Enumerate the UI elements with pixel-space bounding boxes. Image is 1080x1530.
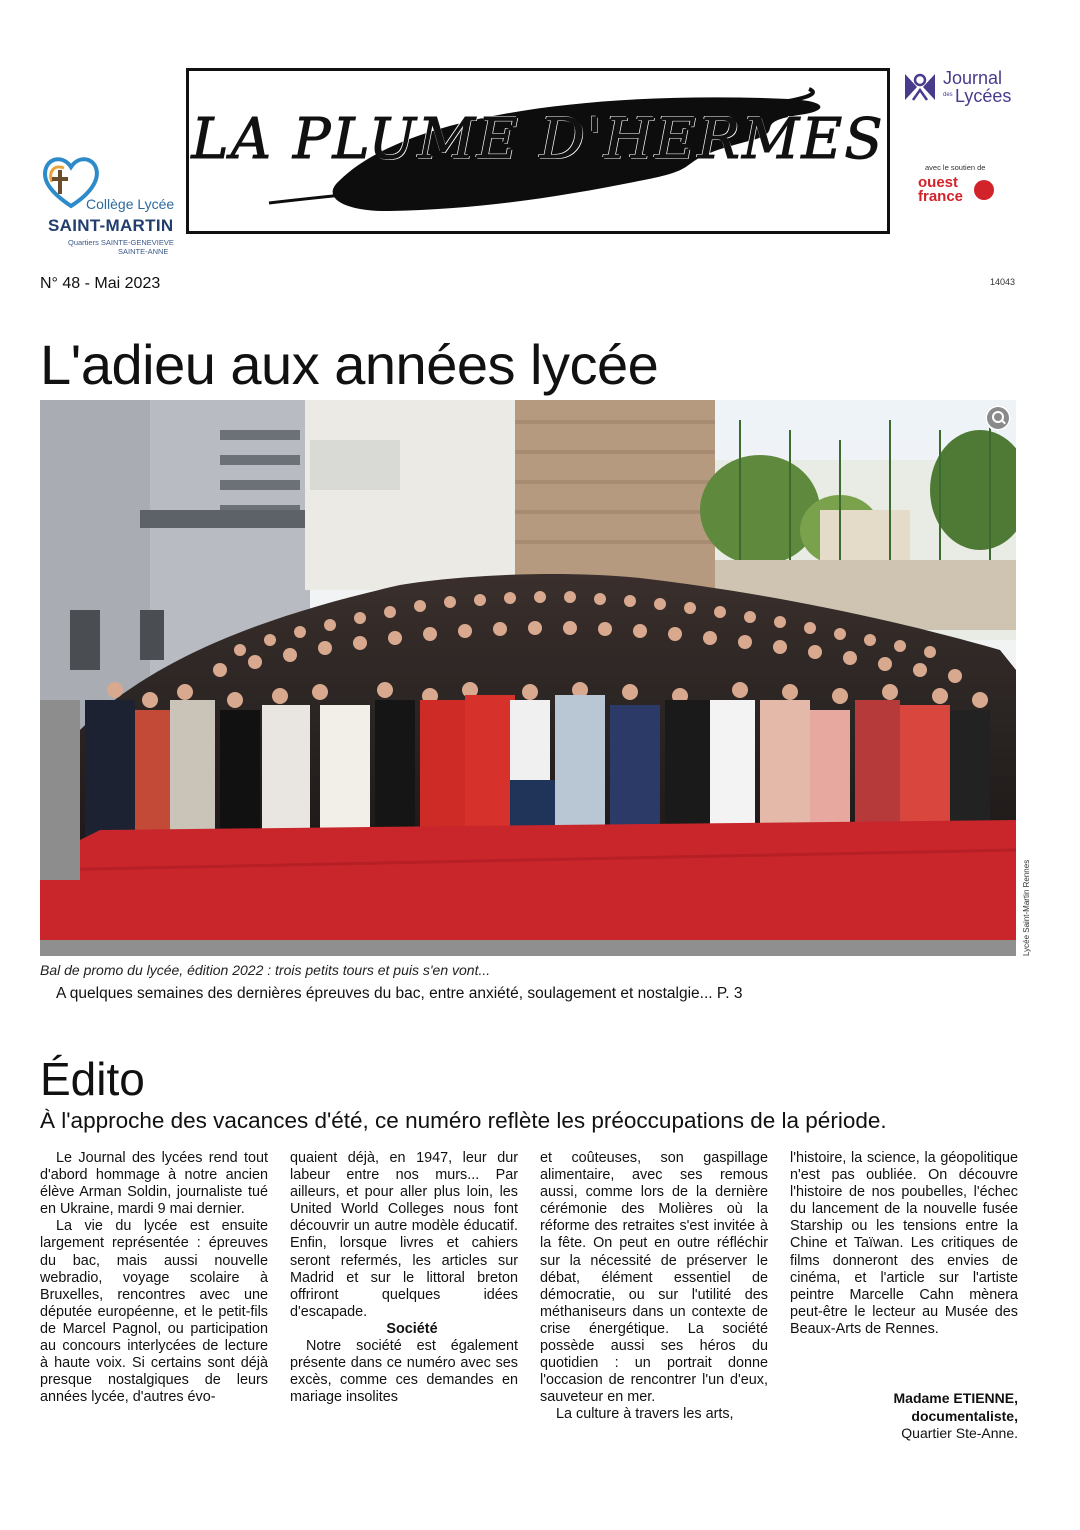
edito-paragraph: Notre société est également présente dans ce numéro avec ses excès, comme ces demandes en mariage insolites bbox=[290, 1338, 518, 1406]
photo-caption: Bal de promo du lycée, édition 2022 : trois petits tours et puis s'en vont... bbox=[40, 962, 491, 978]
edito-paragraph: Le Journal des lycées rend tout d'abord hommage à notre ancien élève Arman Soldin, journaliste tué en Ukraine, mardi 9 mai dernier. bbox=[40, 1150, 268, 1218]
journal-des-lycees-logo bbox=[903, 68, 1018, 108]
ouest-france-line1: ouest bbox=[918, 174, 959, 191]
main-headline: L'adieu aux années lycée bbox=[40, 333, 659, 396]
prom-group-photo bbox=[40, 400, 1016, 956]
masthead-title: LA PLUME D'HERMES bbox=[191, 107, 885, 172]
edito-paragraph: La vie du lycée est ensuite largement représentée : épreuves du bac, mais aussi nouvelle webradio, voyage scolaire à Bruxelles, rencontres avec une députée européenne, et le petit-fils de Marcel Pagnol, ou participation au concours interlycées de lecture à haute voix. Si certains sont déjà presque nostalgiques de leurs années lycée, d'autres évo- bbox=[40, 1218, 268, 1406]
edito-paragraph: quaient déjà, en 1947, leur dur labeur entre nos murs... Par ailleurs, et pour aller plus loin, les United World Colleges nous font découvrir un autre modèle éducatif. Enfin, lorsque livres et cahiers seront refermés, les articles sur Madrid et sur le littoral breton offriront quelques idées d'escapade. bbox=[290, 1150, 518, 1320]
page-code: 14043 bbox=[990, 277, 1016, 287]
signature-place: Quartier Ste-Anne. bbox=[901, 1425, 1018, 1441]
zoom-icon[interactable] bbox=[985, 405, 1011, 431]
photo-illustration bbox=[40, 400, 1016, 956]
ouest-france-logo bbox=[918, 176, 998, 206]
ouest-france-line2: france bbox=[918, 188, 964, 205]
signature-role: documentaliste, bbox=[911, 1407, 1018, 1424]
edito-column-4 bbox=[790, 1150, 1018, 1338]
issue-number: N° 48 - Mai 2023 bbox=[40, 275, 161, 292]
edito-paragraph: et coûteuses, son gaspillage alimentaire, avec ses remous aussi, comme lors de la dernière cérémonie des Molières où la réforme des retraites s'est invitée à la fête. On peut en outre réfléchir sur la nécessité de préserver le débat, élément essentiel de démocratie, ou sur l'utilité des méthaniseurs dans un contexte de crise énergétique. La société possède aussi ses héros du quotidien : un portrait donne l'occasion de rencontrer l'un d'eux, sauveteur en mer. bbox=[540, 1150, 768, 1406]
article-teaser: A quelques semaines des dernières épreuves du bac, entre anxiété, soulagement et nostalgie... P. 3 bbox=[56, 985, 743, 1002]
edito-subtitle: À l'approche des vacances d'été, ce numéro reflète les préoccupations de la période. bbox=[40, 1108, 887, 1133]
edito-paragraph: l'histoire, la science, la géopolitique n'est pas oubliée. On découvre l'histoire de nos poubelles, l'échec du lancement de la nouvelle fusée Starship ou les tensions entre la Chine et Taïwan. Les critiques de films donneront des envies de cinéma, et l'article sur l'artiste peintre Marcelle Cahn mènera peut-être le lecteur au Musée des Beaux-Arts de Rennes. bbox=[790, 1150, 1018, 1337]
signature bbox=[790, 1390, 1018, 1443]
journal-logo-word3: Lycées bbox=[955, 86, 1012, 106]
journal-mark-icon bbox=[903, 70, 937, 104]
journal-logo-word1: Journal bbox=[943, 68, 1003, 88]
school-logo-line4: SAINTE-ANNE bbox=[118, 247, 169, 256]
masthead bbox=[186, 68, 890, 234]
ouest-france-circle-icon bbox=[974, 180, 994, 200]
school-logo-line3: Quartiers SAINTE-GENEVIEVE bbox=[68, 238, 174, 247]
signature-name: Madame ETIENNE, bbox=[893, 1390, 1018, 1406]
support-text: avec le soutien de bbox=[925, 163, 986, 172]
photo-credit: Lycée Saint-Martin Rennes bbox=[1022, 859, 1031, 956]
edito-column-1 bbox=[40, 1150, 268, 1406]
edito-column-3 bbox=[540, 1150, 768, 1424]
school-logo-line2: SAINT-MARTIN bbox=[48, 216, 174, 235]
school-logo bbox=[40, 150, 185, 260]
section-title-societe: Société bbox=[386, 1320, 438, 1337]
edito-column-2 bbox=[290, 1150, 518, 1406]
edito-heading: Édito bbox=[40, 1053, 145, 1105]
journal-logo-word2: des bbox=[943, 92, 953, 98]
school-logo-line1: Collège Lycée bbox=[86, 196, 175, 212]
ouest-france-wordmark bbox=[918, 176, 963, 204]
edito-paragraph: La culture à travers les arts, bbox=[556, 1406, 734, 1423]
